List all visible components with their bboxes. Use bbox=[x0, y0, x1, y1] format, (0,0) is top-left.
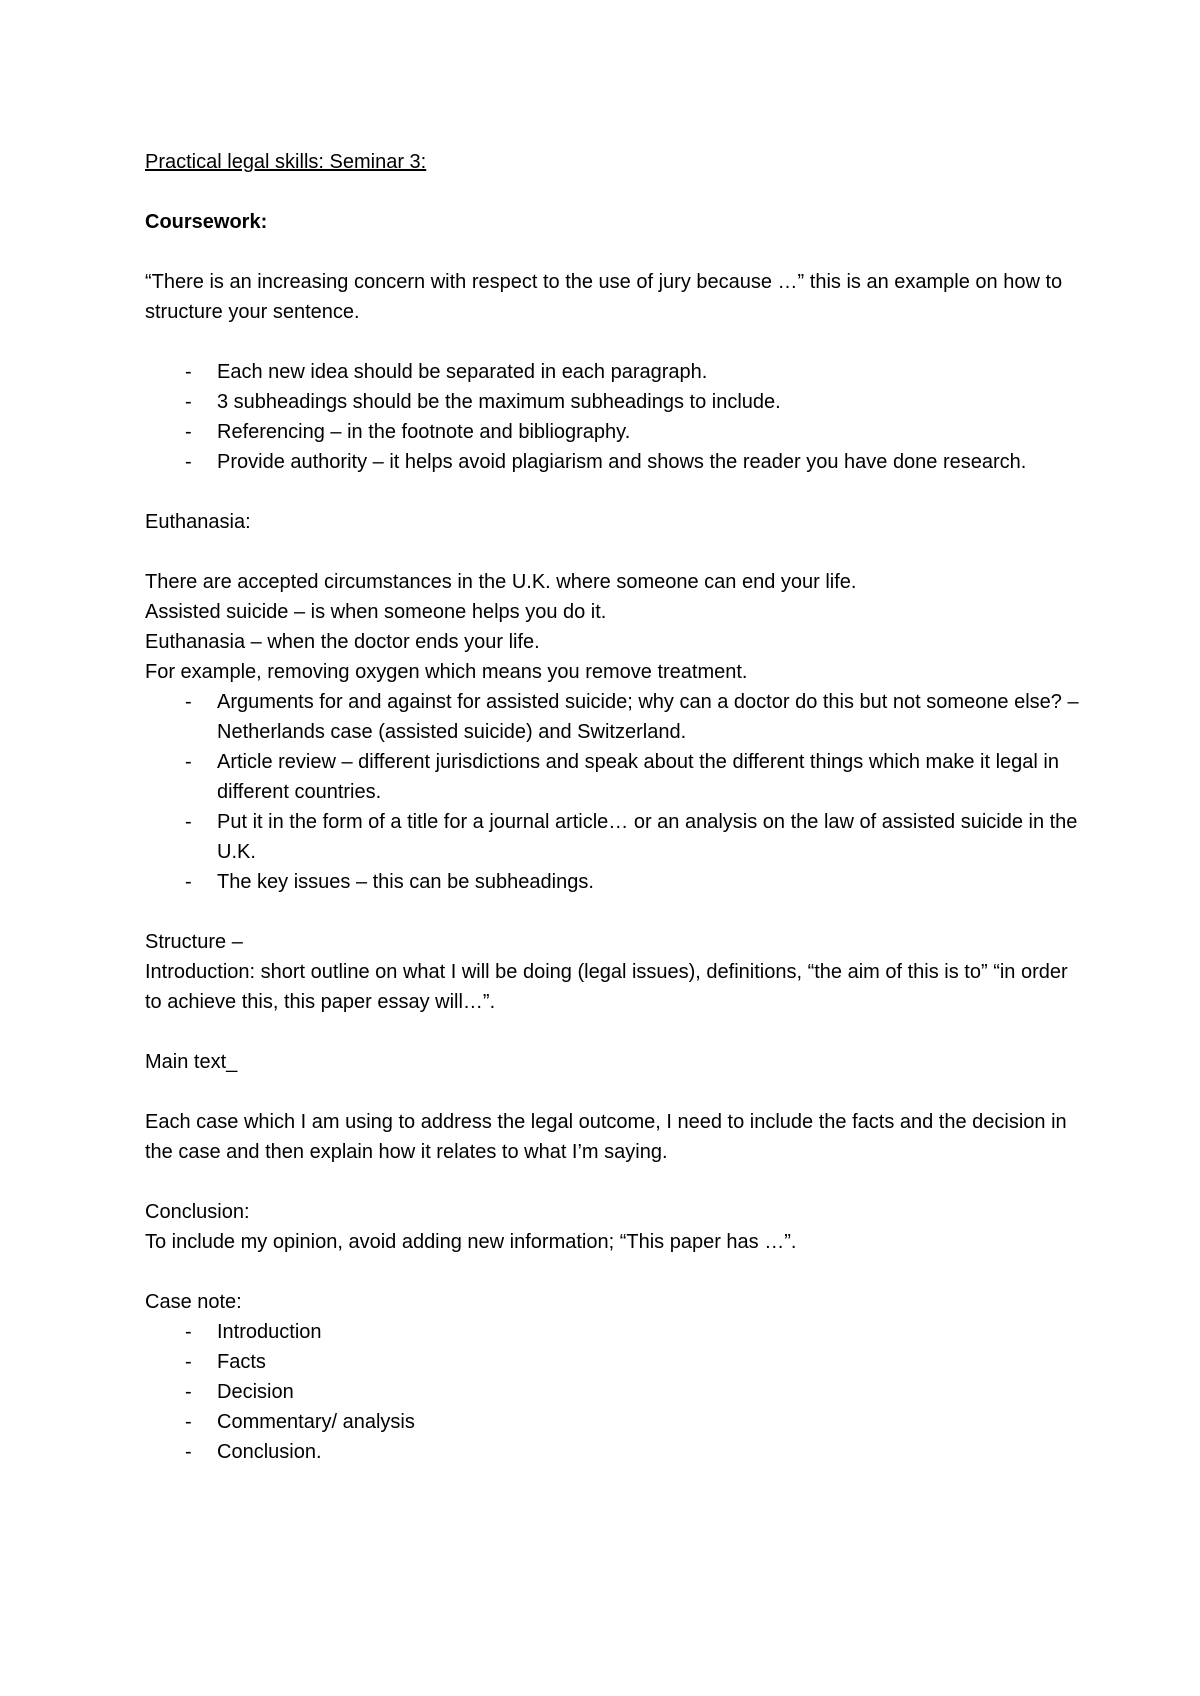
list-item bbox=[145, 747, 1085, 807]
document-title: Practical legal skills: Seminar 3: bbox=[145, 151, 427, 173]
dash-mark: - bbox=[185, 691, 192, 713]
dash-mark: - bbox=[185, 751, 192, 773]
structure-introduction: Introduction: short outline on what I will be doing (legal issues), definitions, “the aim of this is to” “in order to achieve this, this paper essay will…”. bbox=[145, 961, 1068, 1013]
list-item-text: Referencing – in the footnote and bibliography. bbox=[217, 421, 631, 443]
dash-mark: - bbox=[185, 1321, 192, 1343]
dash-mark: - bbox=[185, 1411, 192, 1433]
spacer bbox=[145, 1167, 1085, 1197]
conclusion-heading: Conclusion: bbox=[145, 1201, 250, 1223]
list-item-text: Conclusion. bbox=[217, 1441, 322, 1463]
euthanasia-line: Assisted suicide – is when someone helps you do it. bbox=[145, 601, 607, 623]
structure-heading: Structure – bbox=[145, 931, 243, 953]
list-item-text: The key issues – this can be subheadings. bbox=[217, 871, 594, 893]
main-text-heading: Main text_ bbox=[145, 1051, 238, 1073]
list-item bbox=[145, 417, 1085, 447]
case-note-heading: Case note: bbox=[145, 1291, 242, 1313]
dash-mark: - bbox=[185, 871, 192, 893]
spacer bbox=[145, 237, 1085, 267]
list-item bbox=[145, 687, 1085, 747]
euthanasia-line: There are accepted circumstances in the U.K. where someone can end your life. bbox=[145, 571, 857, 593]
list-item bbox=[145, 357, 1085, 387]
euthanasia-heading: Euthanasia: bbox=[145, 511, 251, 533]
dash-mark: - bbox=[185, 1351, 192, 1373]
list-item bbox=[145, 1437, 1085, 1467]
list-item-text: Each new idea should be separated in each paragraph. bbox=[217, 361, 708, 383]
case-note-bullet-list bbox=[145, 1317, 1085, 1467]
dash-mark: - bbox=[185, 811, 192, 833]
dash-mark: - bbox=[185, 451, 192, 473]
list-item bbox=[145, 447, 1085, 477]
spacer bbox=[145, 537, 1085, 567]
list-item bbox=[145, 1347, 1085, 1377]
dash-mark: - bbox=[185, 1381, 192, 1403]
list-item bbox=[145, 1377, 1085, 1407]
spacer bbox=[145, 1077, 1085, 1107]
dash-mark: - bbox=[185, 421, 192, 443]
list-item-text: Commentary/ analysis bbox=[217, 1411, 415, 1433]
dash-mark: - bbox=[185, 391, 192, 413]
coursework-heading: Coursework: bbox=[145, 211, 268, 233]
list-item-text: Decision bbox=[217, 1381, 294, 1403]
spacer bbox=[145, 897, 1085, 927]
list-item-text: Facts bbox=[217, 1351, 266, 1373]
list-item-text: Introduction bbox=[217, 1321, 322, 1343]
spacer bbox=[145, 477, 1085, 507]
list-item bbox=[145, 807, 1085, 867]
euthanasia-bullet-list bbox=[145, 687, 1085, 897]
document-page bbox=[145, 147, 1085, 1467]
spacer bbox=[145, 177, 1085, 207]
list-item bbox=[145, 1407, 1085, 1437]
euthanasia-line: For example, removing oxygen which means you remove treatment. bbox=[145, 661, 748, 683]
list-item-text: Article review – different jurisdictions and speak about the different things which make it legal in different countries. bbox=[217, 751, 1059, 803]
coursework-bullet-list bbox=[145, 357, 1085, 477]
dash-mark: - bbox=[185, 361, 192, 383]
conclusion-paragraph: To include my opinion, avoid adding new information; “This paper has …”. bbox=[145, 1231, 797, 1253]
dash-mark: - bbox=[185, 1441, 192, 1463]
list-item bbox=[145, 387, 1085, 417]
list-item-text: Arguments for and against for assisted suicide; why can a doctor do this but not someone else? – Netherlands case (assisted suicide) and Switzerland. bbox=[217, 691, 1079, 743]
list-item bbox=[145, 867, 1085, 897]
main-text-paragraph: Each case which I am using to address the legal outcome, I need to include the facts and the decision in the case and then explain how it relates to what I’m saying. bbox=[145, 1111, 1067, 1163]
euthanasia-line: Euthanasia – when the doctor ends your life. bbox=[145, 631, 540, 653]
list-item-text: 3 subheadings should be the maximum subheadings to include. bbox=[217, 391, 781, 413]
coursework-example: “There is an increasing concern with respect to the use of jury because …” this is an example on how to structure your sentence. bbox=[145, 271, 1063, 323]
list-item bbox=[145, 1317, 1085, 1347]
spacer bbox=[145, 1257, 1085, 1287]
list-item-text: Provide authority – it helps avoid plagiarism and shows the reader you have done research. bbox=[217, 451, 1027, 473]
spacer bbox=[145, 1017, 1085, 1047]
list-item-text: Put it in the form of a title for a journal article… or an analysis on the law of assisted suicide in the U.K. bbox=[217, 811, 1078, 863]
spacer bbox=[145, 327, 1085, 357]
